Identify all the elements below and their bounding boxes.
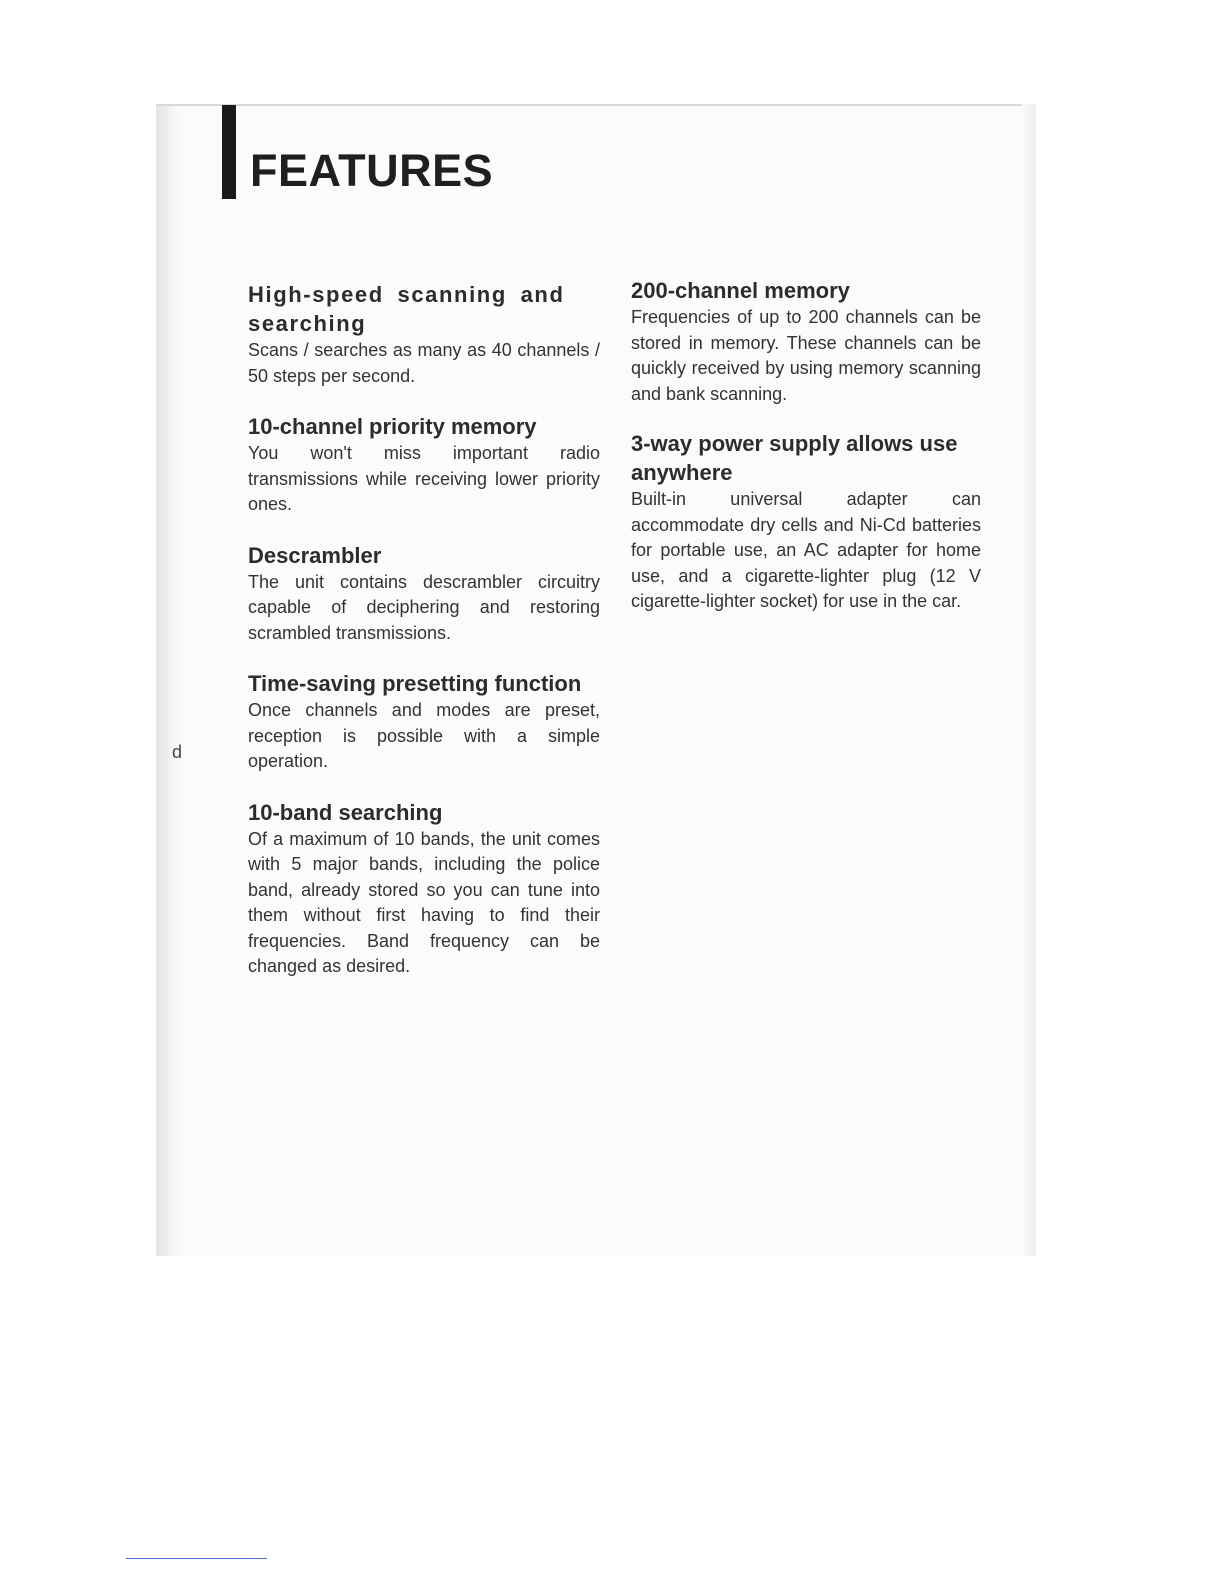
feature-presetting-function bbox=[248, 669, 600, 775]
title-accent-bar bbox=[222, 105, 236, 199]
page-right-shadow bbox=[1022, 104, 1036, 1256]
feature-body: Frequencies of up to 200 channels can be stored in memory. These channels can be quickly received by using memory scanning and bank scanning. bbox=[631, 307, 981, 404]
feature-heading: Time-saving presetting function bbox=[248, 671, 582, 696]
page-top-edge bbox=[156, 104, 1036, 106]
feature-body: Scans / searches as many as 40 channels / 50 steps per second. bbox=[248, 340, 600, 386]
feature-body: The unit contains descrambler circuitry capable of deciphering and restoring scrambled transmissions. bbox=[248, 571, 600, 643]
feature-heading: Descrambler bbox=[248, 542, 382, 568]
feature-power-supply bbox=[631, 429, 981, 615]
bottom-rule bbox=[126, 1558, 267, 1559]
feature-body: You won't miss important radio transmissions while receiving lower priority ones. bbox=[248, 443, 600, 514]
feature-heading: High-speed scanning and searching bbox=[248, 282, 565, 336]
feature-body: Of a maximum of 10 bands, the unit comes with 5 major bands, including the police band, already stored so you can tune into them without first having to find their frequencies. Band frequency can be changed as desired. bbox=[248, 828, 600, 976]
feature-heading: 3-way power supply allows use anywhere bbox=[631, 431, 958, 485]
feature-body: Once channels and modes are preset, reception is possible with a simple operation. bbox=[248, 700, 600, 771]
feature-body: Built-in universal adapter can accommodate dry cells and Ni-Cd batteries for portable use, an AC adapter for home use, and a cigarette-lighter plug (12 V cigarette-lighter socket) for use in the car. bbox=[631, 489, 981, 611]
page-title: FEATURES bbox=[250, 145, 494, 196]
feature-heading: 10-channel priority memory bbox=[248, 414, 537, 439]
page-left-shadow bbox=[156, 104, 183, 1256]
margin-mark: d bbox=[172, 742, 183, 762]
feature-high-speed-scanning bbox=[248, 280, 600, 389]
right-column bbox=[631, 276, 981, 615]
left-column bbox=[248, 280, 600, 980]
feature-band-searching bbox=[248, 798, 600, 980]
feature-heading: 10-band searching bbox=[248, 799, 443, 825]
feature-priority-memory bbox=[248, 412, 600, 518]
feature-channel-memory bbox=[631, 276, 981, 407]
feature-descrambler bbox=[248, 541, 600, 647]
feature-heading: 200-channel memory bbox=[631, 278, 850, 303]
